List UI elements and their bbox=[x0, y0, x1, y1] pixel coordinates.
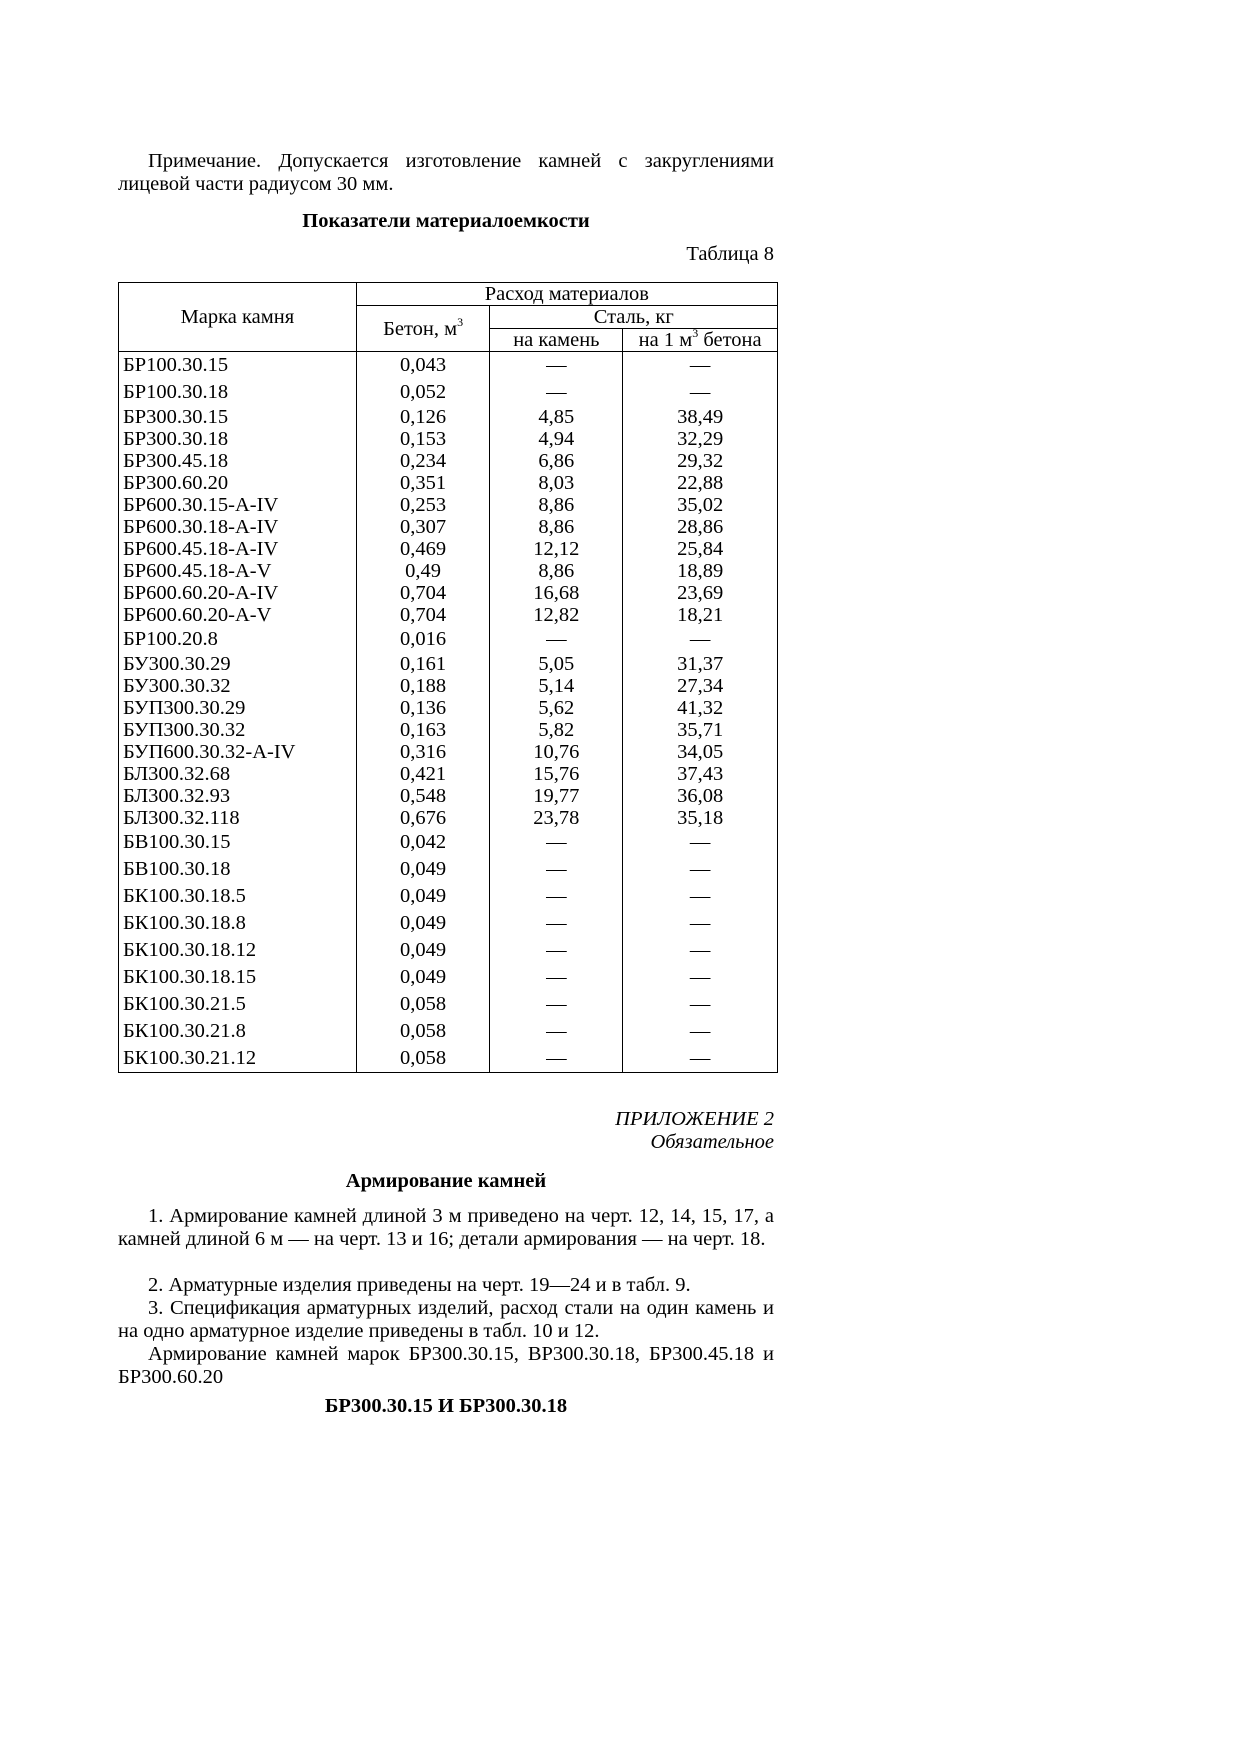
table-row bbox=[119, 675, 778, 697]
cell-stone-mark: БК100.30.18.5 bbox=[119, 883, 357, 910]
appendix-status: Обязательное bbox=[650, 1131, 774, 1153]
cell-concrete: 0,136 bbox=[356, 697, 490, 719]
cell-stone-mark: БР600.30.18-A-IV bbox=[119, 516, 357, 538]
cell-steel-per-m3: 29,32 bbox=[623, 450, 778, 472]
table-row bbox=[119, 538, 778, 560]
cell-steel-per-stone: — bbox=[490, 1018, 623, 1045]
cell-concrete: 0,421 bbox=[356, 763, 490, 785]
cell-concrete: 0,548 bbox=[356, 785, 490, 807]
cell-stone-mark: БВ100.30.18 bbox=[119, 856, 357, 883]
cell-stone-mark: БЛ300.32.118 bbox=[119, 807, 357, 829]
cell-steel-per-m3: 34,05 bbox=[623, 741, 778, 763]
cell-stone-mark: БУП300.30.29 bbox=[119, 697, 357, 719]
cell-concrete: 0,153 bbox=[356, 428, 490, 450]
cell-steel-per-stone: — bbox=[490, 991, 623, 1018]
header-per-m3-sup: 3 bbox=[692, 326, 699, 340]
table-row bbox=[119, 1045, 778, 1073]
cell-concrete: 0,049 bbox=[356, 883, 490, 910]
paragraph-3: 3. Спецификация арматурных изделий, расход стали на один камень и на одно арматурное изделие приведены в табл. 10 и 12. bbox=[118, 1297, 774, 1342]
cell-steel-per-m3: — bbox=[623, 856, 778, 883]
cell-steel-per-m3: 35,02 bbox=[623, 494, 778, 516]
cell-concrete: 0,058 bbox=[356, 1045, 490, 1073]
cell-steel-per-stone: — bbox=[490, 883, 623, 910]
table-body bbox=[119, 352, 778, 1073]
header-concrete bbox=[356, 306, 490, 352]
cell-steel-per-m3: — bbox=[623, 1018, 778, 1045]
table-row bbox=[119, 406, 778, 428]
subheading: БР300.30.15 И БР300.30.18 bbox=[324, 1395, 568, 1417]
cell-steel-per-stone: 5,62 bbox=[490, 697, 623, 719]
table-row bbox=[119, 428, 778, 450]
table-row bbox=[119, 991, 778, 1018]
cell-steel-per-m3: — bbox=[623, 1045, 778, 1073]
cell-steel-per-m3: — bbox=[623, 352, 778, 380]
cell-steel-per-m3: — bbox=[623, 964, 778, 991]
cell-concrete: 0,469 bbox=[356, 538, 490, 560]
cell-stone-mark: БР100.30.15 bbox=[119, 352, 357, 380]
cell-steel-per-stone: 5,05 bbox=[490, 653, 623, 675]
cell-concrete: 0,704 bbox=[356, 582, 490, 604]
table-label: Таблица 8 bbox=[686, 243, 774, 265]
cell-stone-mark: БВ100.30.15 bbox=[119, 829, 357, 856]
cell-steel-per-stone: 8,86 bbox=[490, 494, 623, 516]
cell-concrete: 0,049 bbox=[356, 964, 490, 991]
cell-steel-per-stone: 5,82 bbox=[490, 719, 623, 741]
cell-steel-per-m3: — bbox=[623, 910, 778, 937]
cell-stone-mark: БР600.60.20-A-V bbox=[119, 604, 357, 626]
section-title: Показатели материалоемкости bbox=[302, 210, 590, 232]
cell-steel-per-stone: 4,94 bbox=[490, 428, 623, 450]
cell-concrete: 0,49 bbox=[356, 560, 490, 582]
cell-steel-per-m3: 25,84 bbox=[623, 538, 778, 560]
cell-steel-per-stone: — bbox=[490, 829, 623, 856]
cell-concrete: 0,043 bbox=[356, 352, 490, 380]
cell-stone-mark: БЛ300.32.93 bbox=[119, 785, 357, 807]
cell-stone-mark: БР300.30.18 bbox=[119, 428, 357, 450]
cell-stone-mark: БР600.60.20-A-IV bbox=[119, 582, 357, 604]
cell-concrete: 0,163 bbox=[356, 719, 490, 741]
cell-steel-per-m3: — bbox=[623, 937, 778, 964]
cell-concrete: 0,704 bbox=[356, 604, 490, 626]
cell-stone-mark: БР300.45.18 bbox=[119, 450, 357, 472]
cell-concrete: 0,126 bbox=[356, 406, 490, 428]
cell-steel-per-m3: — bbox=[623, 883, 778, 910]
header-per-stone: на камень bbox=[490, 329, 623, 352]
cell-steel-per-m3: 18,21 bbox=[623, 604, 778, 626]
table-row bbox=[119, 829, 778, 856]
cell-steel-per-m3: — bbox=[623, 626, 778, 653]
cell-steel-per-stone: 6,86 bbox=[490, 450, 623, 472]
cell-steel-per-stone: 8,03 bbox=[490, 472, 623, 494]
table-row bbox=[119, 697, 778, 719]
cell-steel-per-m3: 36,08 bbox=[623, 785, 778, 807]
cell-concrete: 0,049 bbox=[356, 856, 490, 883]
table-row bbox=[119, 1018, 778, 1045]
cell-steel-per-m3: 32,29 bbox=[623, 428, 778, 450]
table-row bbox=[119, 472, 778, 494]
cell-stone-mark: БР600.45.18-A-V bbox=[119, 560, 357, 582]
table-row bbox=[119, 582, 778, 604]
appendix-label: ПРИЛОЖЕНИЕ 2 bbox=[615, 1108, 774, 1130]
table-row bbox=[119, 964, 778, 991]
cell-steel-per-stone: 8,86 bbox=[490, 560, 623, 582]
cell-steel-per-m3: 41,32 bbox=[623, 697, 778, 719]
header-concrete-sup: 3 bbox=[457, 314, 464, 329]
cell-concrete: 0,052 bbox=[356, 379, 490, 406]
cell-steel-per-stone: 5,14 bbox=[490, 675, 623, 697]
cell-concrete: 0,188 bbox=[356, 675, 490, 697]
cell-concrete: 0,316 bbox=[356, 741, 490, 763]
cell-concrete: 0,253 bbox=[356, 494, 490, 516]
cell-stone-mark: БУ300.30.32 bbox=[119, 675, 357, 697]
header-steel: Сталь, кг bbox=[490, 306, 778, 329]
cell-stone-mark: БУП600.30.32-A-IV bbox=[119, 741, 357, 763]
cell-concrete: 0,161 bbox=[356, 653, 490, 675]
header-per-m3-pre: на 1 м bbox=[638, 329, 693, 351]
cell-steel-per-stone: — bbox=[490, 856, 623, 883]
table-row bbox=[119, 626, 778, 653]
paragraph-4: Армирование камней марок БР300.30.15, ВР300.30.18, БР300.45.18 и БР300.60.20 bbox=[118, 1343, 774, 1388]
header-per-m3 bbox=[623, 326, 778, 352]
paragraph-1: 1. Армирование камней длиной 3 м приведено на черт. 12, 14, 15, 17, а камней длиной 6 м — на черт. 13 и 16; детали армирования — на черт. 18. bbox=[118, 1205, 774, 1250]
section2-title: Армирование камней bbox=[345, 1170, 547, 1192]
cell-steel-per-m3: 31,37 bbox=[623, 653, 778, 675]
cell-concrete: 0,049 bbox=[356, 910, 490, 937]
cell-stone-mark: БК100.30.21.5 bbox=[119, 991, 357, 1018]
cell-stone-mark: БЛ300.32.68 bbox=[119, 763, 357, 785]
cell-stone-mark: БК100.30.21.12 bbox=[119, 1045, 357, 1073]
cell-stone-mark: БР600.30.15-A-IV bbox=[119, 494, 357, 516]
cell-steel-per-m3: — bbox=[623, 829, 778, 856]
table-row bbox=[119, 494, 778, 516]
cell-steel-per-stone: 12,82 bbox=[490, 604, 623, 626]
cell-stone-mark: БР300.30.15 bbox=[119, 406, 357, 428]
cell-stone-mark: БК100.30.18.8 bbox=[119, 910, 357, 937]
cell-concrete: 0,016 bbox=[356, 626, 490, 653]
table-row bbox=[119, 807, 778, 829]
cell-steel-per-stone: 23,78 bbox=[490, 807, 623, 829]
cell-steel-per-stone: 19,77 bbox=[490, 785, 623, 807]
table-row bbox=[119, 785, 778, 807]
cell-concrete: 0,234 bbox=[356, 450, 490, 472]
cell-stone-mark: БК100.30.18.12 bbox=[119, 937, 357, 964]
cell-steel-per-m3: 22,88 bbox=[623, 472, 778, 494]
cell-steel-per-stone: 8,86 bbox=[490, 516, 623, 538]
cell-steel-per-stone: — bbox=[490, 1045, 623, 1073]
cell-steel-per-stone: 4,85 bbox=[490, 406, 623, 428]
cell-steel-per-m3: — bbox=[623, 991, 778, 1018]
header-per-m3-post: бетона bbox=[698, 329, 762, 351]
table-row bbox=[119, 719, 778, 741]
cell-stone-mark: БУП300.30.32 bbox=[119, 719, 357, 741]
cell-stone-mark: БР300.60.20 bbox=[119, 472, 357, 494]
cell-steel-per-m3: 38,49 bbox=[623, 406, 778, 428]
cell-concrete: 0,351 bbox=[356, 472, 490, 494]
cell-steel-per-m3: 28,86 bbox=[623, 516, 778, 538]
cell-concrete: 0,058 bbox=[356, 991, 490, 1018]
table-row bbox=[119, 352, 778, 380]
cell-stone-mark: БР100.30.18 bbox=[119, 379, 357, 406]
cell-steel-per-stone: — bbox=[490, 910, 623, 937]
cell-steel-per-m3: 18,89 bbox=[623, 560, 778, 582]
cell-concrete: 0,058 bbox=[356, 1018, 490, 1045]
cell-steel-per-stone: 12,12 bbox=[490, 538, 623, 560]
cell-steel-per-stone: 15,76 bbox=[490, 763, 623, 785]
cell-steel-per-stone: 16,68 bbox=[490, 582, 623, 604]
cell-steel-per-m3: 35,18 bbox=[623, 807, 778, 829]
cell-steel-per-m3: 37,43 bbox=[623, 763, 778, 785]
cell-stone-mark: БР100.20.8 bbox=[119, 626, 357, 653]
cell-steel-per-m3: 23,69 bbox=[623, 582, 778, 604]
cell-steel-per-stone: — bbox=[490, 626, 623, 653]
table-row bbox=[119, 516, 778, 538]
table-row bbox=[119, 741, 778, 763]
note-paragraph: Примечание. Допускается изготовление камней с закруглениями лицевой части радиусом 30 мм. bbox=[118, 150, 774, 195]
cell-concrete: 0,307 bbox=[356, 516, 490, 538]
cell-concrete: 0,676 bbox=[356, 807, 490, 829]
cell-stone-mark: БР600.45.18-A-IV bbox=[119, 538, 357, 560]
table-row bbox=[119, 910, 778, 937]
table-row bbox=[119, 883, 778, 910]
table-row bbox=[119, 763, 778, 785]
cell-steel-per-stone: — bbox=[490, 352, 623, 380]
header-materials: Расход материалов bbox=[356, 283, 777, 306]
table-row bbox=[119, 653, 778, 675]
table-row bbox=[119, 937, 778, 964]
cell-stone-mark: БУ300.30.29 bbox=[119, 653, 357, 675]
cell-steel-per-stone: — bbox=[490, 379, 623, 406]
table-row bbox=[119, 560, 778, 582]
paragraph-2: 2. Арматурные изделия приведены на черт. 19—24 и в табл. 9. bbox=[148, 1274, 691, 1296]
header-stone-mark: Марка камня bbox=[119, 283, 357, 352]
cell-steel-per-stone: 10,76 bbox=[490, 741, 623, 763]
table-row bbox=[119, 450, 778, 472]
cell-concrete: 0,042 bbox=[356, 829, 490, 856]
header-concrete-text: Бетон, м bbox=[383, 317, 458, 340]
table-row bbox=[119, 379, 778, 406]
table-row bbox=[119, 604, 778, 626]
cell-concrete: 0,049 bbox=[356, 937, 490, 964]
cell-stone-mark: БК100.30.21.8 bbox=[119, 1018, 357, 1045]
cell-stone-mark: БК100.30.18.15 bbox=[119, 964, 357, 991]
cell-steel-per-stone: — bbox=[490, 964, 623, 991]
table-row bbox=[119, 856, 778, 883]
cell-steel-per-m3: 27,34 bbox=[623, 675, 778, 697]
materials-table bbox=[118, 282, 778, 1073]
cell-steel-per-stone: — bbox=[490, 937, 623, 964]
cell-steel-per-m3: — bbox=[623, 379, 778, 406]
cell-steel-per-m3: 35,71 bbox=[623, 719, 778, 741]
